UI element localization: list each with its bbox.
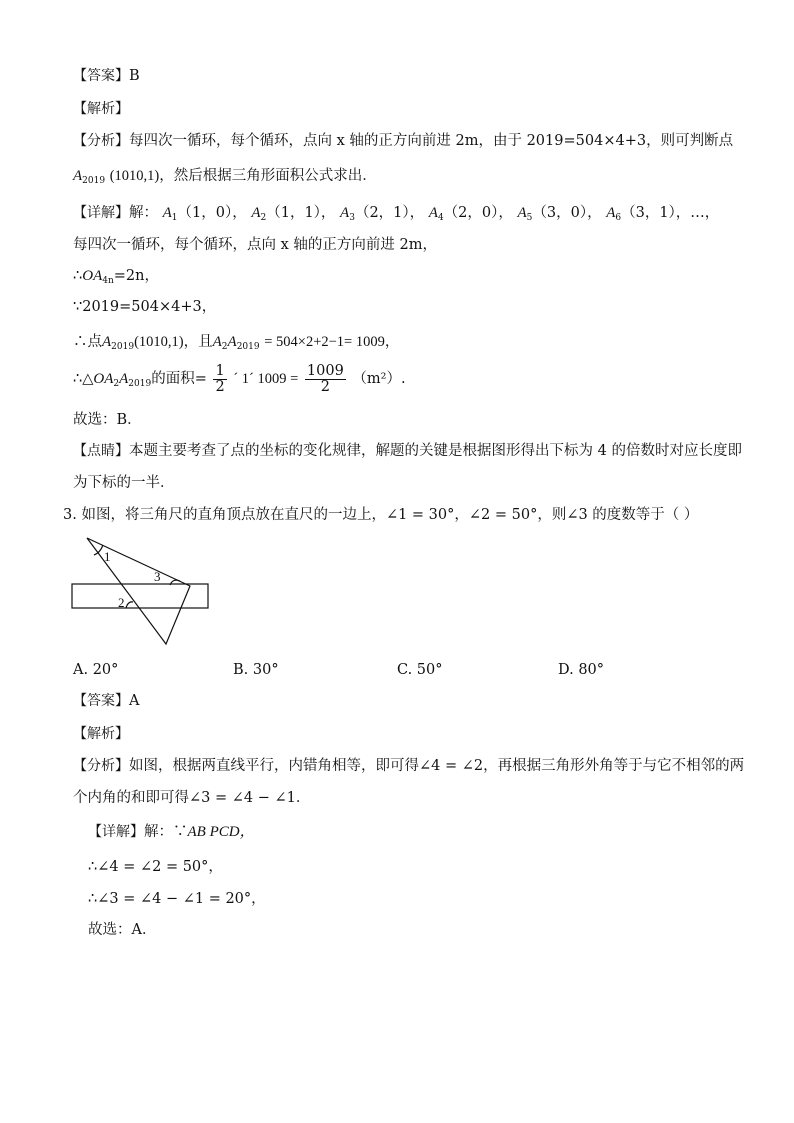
cycle-text: 每四次一循环，每个循环，点向 x 轴的正方向前进 2m，: [73, 237, 437, 253]
point-subscript: 2019: [82, 176, 106, 186]
fenxi-text-2: ，然后根据三角形面积公式求出．: [159, 168, 377, 184]
triangle-ruler-figure: [70, 535, 215, 647]
fenxi-line-2: [73, 166, 377, 191]
point-list: $A_1(1$，0）， $A_2(1$，1）， $A_3(2$，1）， $A_4(2$，0）， $A_5(3$，0）， $A_6(3$，1），…，: [162, 205, 720, 223]
xiangjie-label: 【详解】: [73, 205, 129, 221]
dianjing-label: 【点睛】: [73, 443, 129, 459]
q3-step-1: ∴∠4 = ∠2 = 50°，: [88, 859, 223, 875]
fenxi-text: 每四次一循环，每个循环，点向 x 轴的正方向前进 2m，由于 2019=504×4+3，则可判断点: [129, 133, 734, 149]
area-line: $\therefore\triangle OA_2A_{2019}$的面积= $\frac{1}{2}$ ´ 1´ 1009 = $\frac{1009}{2}$ （m²）.: [73, 362, 406, 395]
dianjing-line-1: 【点睛】本题主要考查了点的坐标的变化规律，解题的关键是根据图形得出下标为 4 的倍数时对应长度即: [73, 443, 742, 459]
xiangjie-line: [73, 203, 719, 228]
angle-1-label: 1: [104, 549, 111, 564]
q3-fenxi-line-2: 个内角的和即可得∠3 = ∠4 − ∠1．: [73, 790, 311, 806]
fenxi-label: 【分析】: [73, 133, 129, 149]
option-a[interactable]: A. 20°: [73, 662, 119, 678]
angle-2-label: 2: [118, 595, 125, 610]
q3-analysis-title: 【解析】: [73, 726, 129, 742]
point-line: ∴点$A_{2019}(1010,1)$，且$A_2A_{2019} = 504\times 2+2-1= 1009$，: [73, 334, 400, 352]
analysis-title: 【解析】: [73, 101, 129, 117]
point-symbol: A: [73, 168, 83, 184]
option-b[interactable]: B. 30°: [233, 662, 279, 678]
oa-line: $\therefore OA_{4n}=2n$，: [73, 268, 159, 286]
q3-fenxi-line-1: 【分析】如图，根据两直线平行，内错角相等，即可得∠4 = ∠2，再根据三角形外角等于与它不相邻的两: [73, 758, 745, 774]
xiangjie-jie: 解：: [129, 205, 158, 221]
triangle: [87, 538, 190, 644]
q3-answer-line: 【答案】A: [73, 693, 140, 709]
q3-choose: 故选：A．: [88, 922, 157, 938]
answer-line: [73, 66, 140, 86]
q3-stem: 3. 如图，将三角尺的直角顶点放在直尺的一边上，∠1 = 30°，∠2 = 50°，则∠3 的度数等于（ ）: [63, 507, 699, 523]
option-c[interactable]: C. 50°: [397, 662, 443, 678]
point-coord: (1010,1): [109, 168, 160, 184]
dianjing-line-2: 为下标的一半．: [73, 475, 175, 491]
answer-label: 【答案】: [73, 68, 129, 84]
area-fraction-2: $\frac{1009}{2}$: [306, 362, 344, 395]
q3-xiangjie-line: 【详解】解：∵AB PCD，: [88, 824, 255, 840]
area-fraction: $\frac{1}{2}$: [215, 362, 225, 395]
fenxi-line-1: [73, 131, 733, 151]
choose-b: 故选：B．: [73, 412, 142, 428]
option-d[interactable]: D. 80°: [558, 662, 605, 678]
because-line: ∵2019=504×4+3，: [73, 299, 217, 315]
q3-step-2: ∴∠3 = ∠4 − ∠1 = 20°，: [88, 891, 266, 907]
ruler: [72, 584, 208, 608]
angle-2-arc: [126, 602, 133, 608]
angle-3-label: 3: [154, 569, 161, 584]
answer-value: B: [129, 68, 140, 84]
